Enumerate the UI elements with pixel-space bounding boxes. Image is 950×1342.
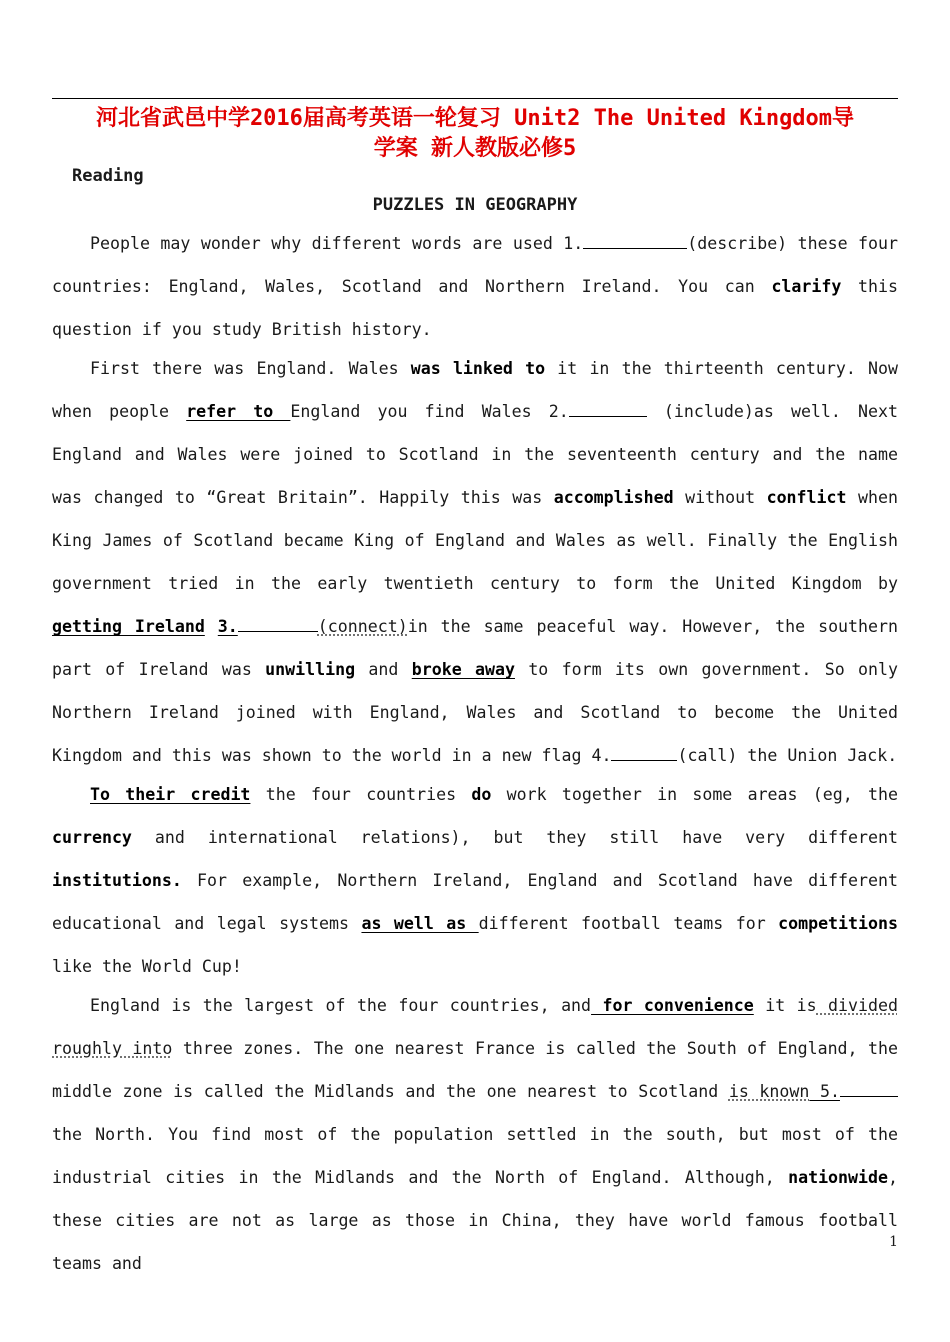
text: England is the largest of the four countries, and (90, 996, 592, 1015)
answer-blank-3[interactable] (238, 615, 318, 632)
text: to form its own government. So only Northern Ireland joined with England, Wales and Scotland to become the United Kingdom and this was shown to the world in a new flag (52, 660, 899, 765)
blank-number: 4. (591, 746, 612, 765)
key-phrase: divided roughly into (52, 996, 898, 1058)
text: the Union Jack. (737, 746, 898, 765)
text: and international relations), but they still have very different (131, 828, 898, 847)
paragraph-3 (52, 773, 898, 988)
text: different football teams for (478, 914, 779, 933)
key-word: was linked to (410, 359, 546, 378)
key-word: conflict (766, 488, 847, 507)
key-phrase: To their credit (90, 785, 251, 804)
blank-number: 1. (563, 234, 584, 253)
key-phrase: refer to (186, 402, 291, 421)
answer-blank-1[interactable] (583, 232, 687, 249)
key-word: clarify (771, 277, 842, 296)
key-word: unwilling (265, 660, 356, 679)
text: People may wonder why different words are used (90, 234, 564, 253)
title-line-1: 河北省武邑中学2016届高考英语一轮复习 Unit2 The United Kingdom导 (95, 106, 855, 131)
key-phrase: is known (728, 1082, 810, 1101)
page-title (52, 104, 898, 164)
header-rule (52, 98, 898, 99)
hint-word: (call) (677, 746, 738, 765)
text: as well. Next England and Wales were joined to Scotland in the seventeenth century and the name was changed to “Great Britain”. Happily this was (52, 402, 899, 507)
hint-word: (connect) (317, 617, 408, 636)
text: it is (753, 996, 817, 1015)
answer-blank-5[interactable] (840, 1080, 898, 1097)
key-word: institutions. (52, 871, 182, 890)
answer-blank-2[interactable] (569, 400, 647, 417)
text: England you find Wales (290, 402, 549, 421)
text: this question if you study British history. (52, 277, 899, 339)
text: like the World Cup! (52, 957, 242, 976)
title-line-2: 学案 新人教版必修5 (373, 136, 577, 161)
passage-body (52, 222, 898, 1281)
key-word: currency (52, 828, 132, 847)
text: three zones. The one nearest France is called the South of England, the middle zone is called the Midlands and the one nearest to Scotland (52, 1039, 898, 1101)
hint-word: (describe) (687, 234, 788, 253)
text: these four countries: England, Wales, Scotland and Northern Ireland. You can (52, 234, 898, 296)
key-word: accomplished (553, 488, 674, 507)
text: the North. You find most of the population settled in the south, but most of the industrial cities in the Midlands and the North of England. Although, (52, 1125, 898, 1187)
key-phrase: getting Ireland (52, 617, 205, 636)
text: when King James of Scotland became King of England and Wales as well. Finally the English government tried in the early twentieth century to form the United Kingdom by (52, 488, 898, 593)
key-phrase: broke away (411, 660, 515, 679)
text: the four countries (250, 785, 472, 804)
text: First there was England. Wales (90, 359, 411, 378)
text: in the same peaceful way. However, the southern part of Ireland was (52, 617, 899, 679)
text: it in the thirteenth century. Now when people (52, 359, 899, 421)
blank-number: 5. (809, 1082, 840, 1101)
page-number: 1 (889, 1234, 898, 1250)
hint-word: (include) (646, 402, 754, 421)
blank-number: 2. (548, 402, 569, 421)
text: , these cities are not as large as those in China, they have world famous football teams and (52, 1168, 898, 1273)
section-label: Reading (72, 166, 144, 186)
paragraph-2 (52, 347, 898, 777)
key-word: do (471, 785, 492, 804)
text: For example, Northern Ireland, England and Scotland have different educational and legal systems (52, 871, 898, 933)
key-phrase: as well as (361, 914, 479, 933)
paragraph-1 (52, 222, 898, 351)
blank-number: 3. (217, 617, 238, 636)
paragraph-4 (52, 984, 898, 1285)
text: work together in some areas (eg, the (491, 785, 899, 804)
key-word: nationwide (788, 1168, 888, 1187)
text: and (355, 660, 412, 679)
key-phrase: for convenience (591, 996, 754, 1015)
answer-blank-4[interactable] (611, 744, 677, 761)
key-word: competitions (778, 914, 898, 933)
text: without (673, 488, 767, 507)
passage-title: PUZZLES IN GEOGRAPHY (372, 195, 578, 215)
